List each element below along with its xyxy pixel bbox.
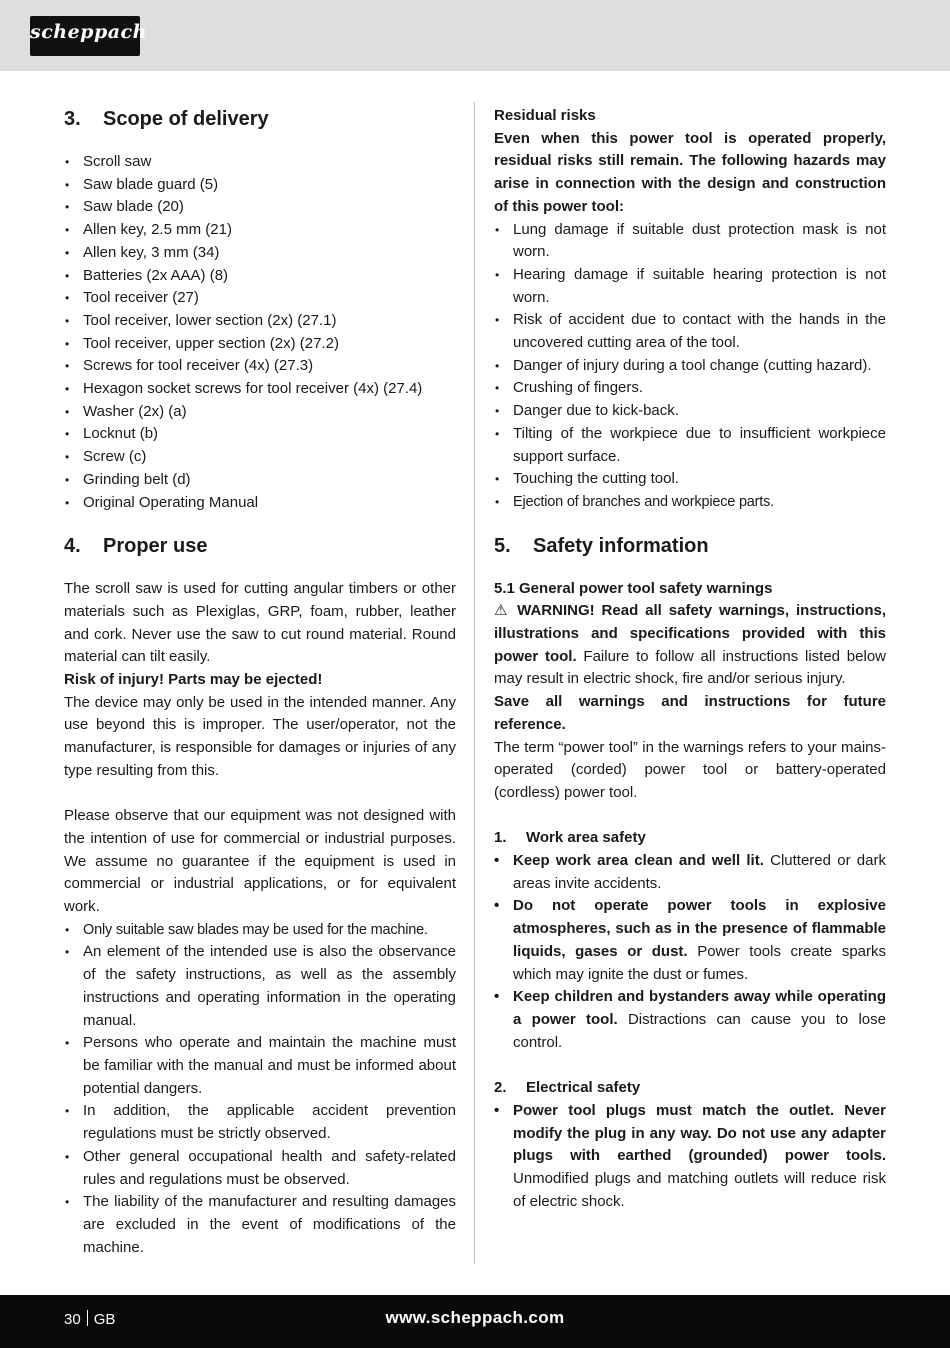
- section-proper-use-heading: [64, 532, 456, 560]
- logo-text: scheppach: [30, 21, 147, 43]
- item-bold-text: Power tool plugs must match the outlet. Never modify the plug in any way. Do not use any adapter plugs with earthed (grounded) power tools.: [513, 1101, 886, 1165]
- item-text: Unmodified plugs and matching outlets will reduce risk of electric shock.: [513, 1169, 886, 1210]
- list-item: • Washer (2x) (a): [64, 401, 456, 424]
- section-safety-heading: [494, 532, 886, 560]
- list-item: • Touching the cutting tool.: [494, 468, 886, 491]
- term-note: The term “power tool” in the warnings refers to your mains-operated (corded) power tool or battery-operated (cordless) power tool.: [494, 738, 886, 801]
- subsection-number: 2.: [494, 1079, 507, 1097]
- header-bar: [0, 0, 950, 71]
- list-item: • Hexagon socket screws for tool receiver (4x) (27.4): [64, 378, 456, 401]
- item-bold-text: Keep children and bystanders away while operating a power tool.: [513, 988, 886, 1028]
- electrical-safety-heading: [494, 1077, 886, 1100]
- list-item: • Tool receiver, upper section (2x) (27.2): [64, 333, 456, 356]
- subsection-title: Work area safety: [526, 829, 646, 847]
- list-item: • Only suitable saw blades may be used for the machine.: [64, 919, 456, 942]
- list-item: • Saw blade guard (5): [64, 174, 456, 197]
- list-item: • Tool receiver, lower section (2x) (27.1): [64, 310, 456, 333]
- list-item: • Lung damage if suitable dust protection mask is not worn.: [494, 219, 886, 264]
- warning-text: Failure to follow all instructions listed below may result in electric shock, fire and/or serious injury.: [494, 647, 886, 688]
- item-text: Power tools create sparks which may ignite the dust or fumes.: [513, 942, 886, 983]
- list-item: [494, 986, 886, 1054]
- list-item: • Allen key, 3 mm (34): [64, 242, 456, 265]
- section-scope-heading: [64, 105, 456, 133]
- paragraph: The device may only be used in the intended manner. Any use beyond this is improper. The user/operator, not the manufacturer, is responsible for damages or injuries of any type resulting from this.: [64, 693, 456, 779]
- list-item: • Ejection of branches and workpiece parts.: [494, 491, 886, 514]
- work-area-heading: [494, 827, 886, 850]
- list-item: • In addition, the applicable accident prevention regulations must be strictly observed.: [64, 1100, 456, 1145]
- list-item: • Danger due to kick-back.: [494, 400, 886, 423]
- list-item: • Screw (c): [64, 446, 456, 469]
- list-item: • Batteries (2x AAA) (8): [64, 265, 456, 288]
- left-column: [64, 105, 456, 1259]
- list-item: • Crushing of fingers.: [494, 377, 886, 400]
- warning-paragraph: [494, 600, 886, 691]
- residual-risks-intro: Even when this power tool is operated properly, residual risks still remain. The following hazards may arise in connection with the design and construction of this power tool:: [494, 129, 886, 215]
- warning-bold-text: ⚠ WARNING! Read all safety warnings, instructions, illustrations and specifications provided with this power tool.: [494, 602, 886, 665]
- list-item: • Original Operating Manual: [64, 492, 456, 515]
- scope-list: [64, 151, 456, 514]
- list-item: • Other general occupational health and safety-related rules and regulations must be observed.: [64, 1146, 456, 1191]
- residual-risks-list: [494, 219, 886, 514]
- item-bold-text: Do not operate power tools in explosive atmospheres, such as in the presence of flammable liquids, gases or dust.: [513, 897, 886, 960]
- page-number: 30: [64, 1311, 81, 1328]
- proper-use-list: [64, 919, 456, 1260]
- list-item: • Screws for tool receiver (4x) (27.3): [64, 355, 456, 378]
- list-item: • Hearing damage if suitable hearing protection is not worn.: [494, 264, 886, 309]
- item-text: Cluttered or dark areas invite accidents.: [513, 852, 886, 892]
- work-area-list: [494, 850, 886, 1054]
- list-item: [494, 895, 886, 986]
- section-number: 5.: [494, 534, 511, 557]
- right-column: [494, 105, 886, 1213]
- subsection-number: 1.: [494, 829, 507, 847]
- list-item: • Risk of accident due to contact with the hands in the uncovered cutting area of the tool.: [494, 309, 886, 354]
- electrical-safety-list: [494, 1100, 886, 1214]
- paragraph: Please observe that our equipment was not designed with the intention of use for commercial or industrial purposes. We assume no guarantee if the equipment is used in commercial or industrial applications, or for equivalent work.: [64, 807, 456, 916]
- list-item: • Tool receiver (27): [64, 287, 456, 310]
- list-item: • Grinding belt (d): [64, 469, 456, 492]
- section-title: Safety information: [533, 534, 709, 557]
- list-item: • Tilting of the workpiece due to insufficient workpiece support surface.: [494, 423, 886, 468]
- list-item: • Danger of injury during a tool change (cutting hazard).: [494, 355, 886, 378]
- list-item: • Locknut (b): [64, 423, 456, 446]
- section-title: Proper use: [103, 535, 208, 558]
- subsection-title: Electrical safety: [526, 1079, 641, 1097]
- list-item: • Persons who operate and maintain the machine must be familiar with the manual and must be informed about potential dangers.: [64, 1032, 456, 1100]
- section-number: 4.: [64, 535, 81, 558]
- list-item: • Saw blade (20): [64, 196, 456, 219]
- section-title: Scope of delivery: [103, 108, 269, 130]
- website-url: www.scheppach.com: [385, 1308, 565, 1327]
- save-instructions-note: Save all warnings and instructions for future reference.: [494, 693, 886, 733]
- residual-risks-title: Residual risks: [494, 107, 596, 124]
- column-divider: [474, 102, 475, 1264]
- list-item: • Allen key, 2.5 mm (21): [64, 219, 456, 242]
- list-item: • Scroll saw: [64, 151, 456, 174]
- item-text: Distractions can cause you to lose control.: [513, 1011, 886, 1051]
- paragraph: The scroll saw is used for cutting angular timbers or other materials such as Plexiglas, GRP, foam, rubber, leather and cork. Never use the saw to cut round material. Round material can tilt easily.: [64, 580, 456, 666]
- risk-warning: Risk of injury! Parts may be ejected!: [64, 671, 323, 689]
- section-number: 3.: [64, 108, 81, 130]
- list-item: [494, 1100, 886, 1214]
- item-bold-text: Keep work area clean and well lit.: [513, 852, 764, 870]
- footer-bar: [0, 1295, 950, 1348]
- scheppach-logo: [30, 16, 147, 56]
- list-item: [494, 850, 886, 895]
- list-item: • The liability of the manufacturer and resulting damages are excluded in the event of modifications of the machine.: [64, 1191, 456, 1259]
- subsection-title: 5.1 General power tool safety warnings: [494, 579, 773, 597]
- list-item: • An element of the intended use is also the observance of the safety instructions, as well as the assembly instructions and operating information in the operating manual.: [64, 941, 456, 1032]
- language-code: GB: [93, 1311, 116, 1328]
